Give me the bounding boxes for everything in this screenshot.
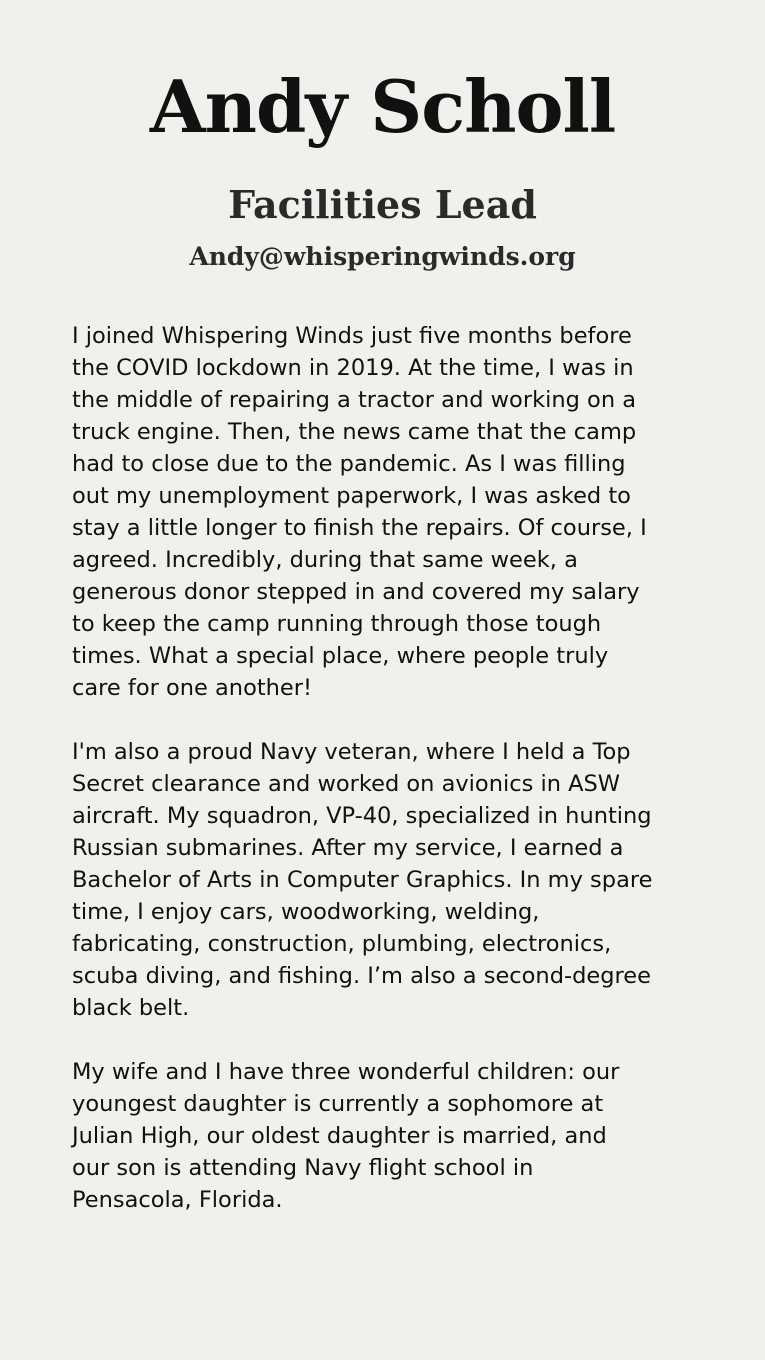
bio-line: Secret clearance and worked on avionics in ASW [72,771,621,797]
bio-line: truck engine. Then, the news came that the camp [72,419,637,445]
bio-line: My wife and I have three wonderful children: our [72,1059,620,1085]
bio-line: had to close due to the pandemic. As I was filling [72,451,626,477]
bio-line: times. What a special place, where people truly [72,643,609,669]
bio-line: I joined Whispering Winds just five months before [72,323,632,349]
bio-line: the middle of repairing a tractor and working on a [72,387,637,413]
bio-line: agreed. Incredibly, during that same week, a [72,547,578,573]
bio-line: youngest daughter is currently a sophomore at [72,1091,604,1117]
bio-paragraph-1 [72,320,697,704]
bio-line: out my unemployment paperwork, I was asked to [72,483,631,509]
bio-line: scuba diving, and fishing. I’m also a second-degree [72,963,651,989]
bio-line: black belt. [72,995,190,1021]
bio-line: the COVID lockdown in 2019. At the time, I was in [72,355,634,381]
bio-line: stay a little longer to finish the repairs. Of course, I [72,515,647,541]
bio-line: Bachelor of Arts in Computer Graphics. In my spare [72,867,653,893]
job-title: Facilities Lead [228,182,537,227]
bio-line: Pensacola, Florida. [72,1187,283,1213]
bio-line: I'm also a proud Navy veteran, where I held a Top [72,739,631,765]
email-address: Andy@whisperingwinds.org [189,242,576,271]
bio-line: Julian High, our oldest daughter is married, and [72,1123,607,1149]
bio-line: care for one another! [72,675,313,701]
bio-paragraph-2 [72,736,697,1024]
bio-line: time, I enjoy cars, woodworking, welding, [72,899,540,925]
person-name: Andy Scholl [149,64,616,149]
bio-line: aircraft. My squadron, VP-40, specialized in hunting [72,803,652,829]
bio-line: Russian submarines. After my service, I earned a [72,835,624,861]
bio-line: our son is attending Navy flight school in [72,1155,534,1181]
bio-line: fabricating, construction, plumbing, electronics, [72,931,612,957]
bio-paragraph-3 [72,1056,697,1216]
bio-line: generous donor stepped in and covered my salary [72,579,640,605]
bio-line: to keep the camp running through those tough [72,611,602,637]
